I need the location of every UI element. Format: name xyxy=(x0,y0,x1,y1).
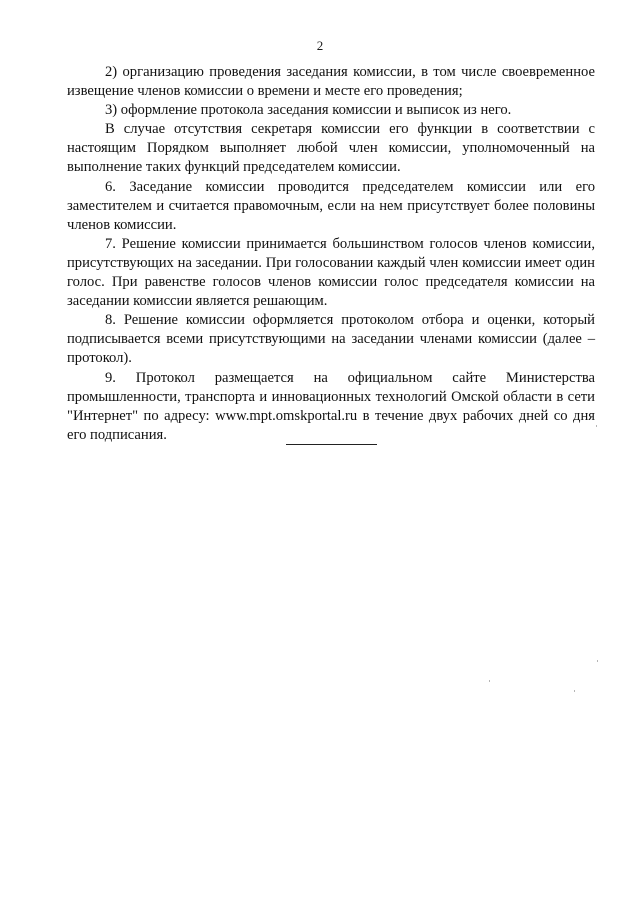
scan-speck xyxy=(596,425,597,427)
paragraph-7: 7. Решение комиссии принимается большинством голосов членов комиссии, присутствующих на заседании. При голосовании каждый член комиссии имеет один голос. При равенстве голосов членов комиссии голос председателя комиссии на заседании комиссии является решающим. xyxy=(67,235,595,310)
closing-divider xyxy=(286,444,377,445)
document-body xyxy=(67,63,595,445)
paragraph-9: 9. Протокол размещается на официальном сайте Министерства промышленности, транспорта и инновационных технологий Омской области в сети "Интернет" по адресу: www.mpt.omskportal.ru в течение двух рабочих дней со дня его подписания. xyxy=(67,369,595,443)
page-number: 2 xyxy=(316,38,324,53)
paragraph-item-2: 2) организацию проведения заседания комиссии, в том числе своевременное извещение членов комиссии о времени и месте его проведения; xyxy=(67,64,595,100)
scan-speck xyxy=(574,690,575,692)
paragraph-6: 6. Заседание комиссии проводится председателем комиссии или его заместителем и считается правомочным, если на нем присутствует более половины членов комиссии. xyxy=(67,178,595,233)
scan-speck xyxy=(489,680,490,682)
paragraph-item-3: 3) оформление протокола заседания комиссии и выписок из него. xyxy=(105,102,512,119)
scan-speck xyxy=(597,660,598,662)
paragraph-secretary-absence: В случае отсутствия секретаря комиссии его функции в соответствии с настоящим Порядком выполняет любой член комиссии, уполномоченный на выполнение таких функций председателем комиссии. xyxy=(67,121,595,176)
paragraph-8: 8. Решение комиссии оформляется протоколом отбора и оценки, который подписывается всеми присутствующими на заседании членами комиссии (далее – протокол). xyxy=(67,312,595,367)
